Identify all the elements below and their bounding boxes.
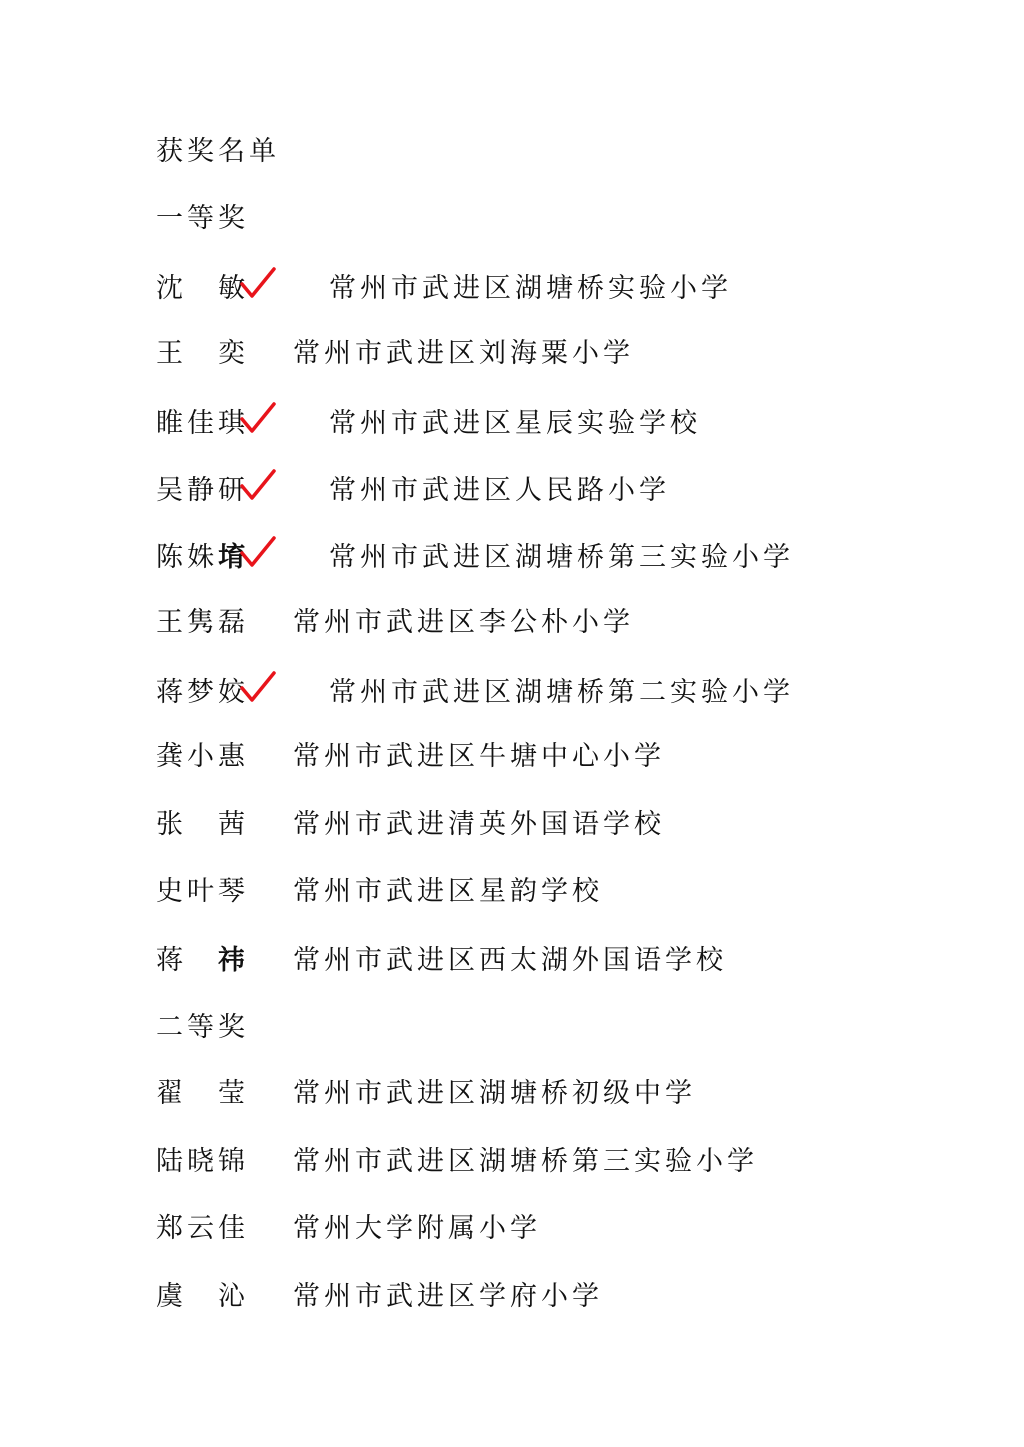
entry-school: 常州市武进区星韵学校 — [293, 876, 603, 907]
check-mark-icon — [240, 266, 276, 300]
entry-school: 常州市武进区西太湖外国语学校 — [293, 945, 727, 976]
entry-name: 王 奕 — [156, 338, 249, 369]
entry-name-suffix: 堉 — [218, 542, 249, 573]
entry-school: 常州市武进区湖塘桥第二实验小学 — [329, 677, 794, 708]
check-mark-icon — [240, 670, 276, 704]
entry-name: 郑云佳 — [156, 1213, 249, 1244]
entry-school: 常州市武进区人民路小学 — [329, 475, 670, 506]
entry-name — [156, 944, 249, 978]
page-title: 获奖名单 — [156, 136, 280, 167]
entry-school: 常州市武进清英外国语学校 — [293, 809, 665, 840]
entry-name: 虞 沁 — [156, 1281, 249, 1312]
entry-name: 吴静研 — [156, 475, 249, 506]
entry-name-main: 蒋 — [156, 945, 218, 976]
entry-name: 张 茜 — [156, 809, 249, 840]
check-mark-icon — [240, 468, 276, 502]
entry-school: 常州大学附属小学 — [293, 1213, 541, 1244]
entry-name-suffix: 祎 — [218, 945, 249, 976]
entry-name: 龚小惠 — [156, 741, 249, 772]
entry-name: 史叶琴 — [156, 876, 249, 907]
entry-school: 常州市武进区湖塘桥实验小学 — [329, 273, 732, 304]
entry-school: 常州市武进区星辰实验学校 — [329, 408, 701, 439]
entry-name: 沈 敏 — [156, 273, 249, 304]
entry-school: 常州市武进区湖塘桥第三实验小学 — [329, 542, 794, 573]
entry-school: 常州市武进区刘海粟小学 — [293, 338, 634, 369]
check-mark-icon — [240, 401, 276, 435]
entry-name: 翟 莹 — [156, 1078, 249, 1109]
entry-name: 陆晓锦 — [156, 1146, 249, 1177]
entry-school: 常州市武进区学府小学 — [293, 1281, 603, 1312]
entry-name — [156, 541, 249, 575]
entry-name: 王隽磊 — [156, 607, 249, 638]
entry-name-main: 陈姝 — [156, 542, 218, 573]
second-prize-heading: 二等奖 — [156, 1012, 249, 1043]
check-mark-icon — [240, 535, 276, 569]
entry-school: 常州市武进区牛塘中心小学 — [293, 741, 665, 772]
first-prize-heading: 一等奖 — [156, 203, 249, 234]
entry-school: 常州市武进区李公朴小学 — [293, 607, 634, 638]
entry-name: 蒋梦姣 — [156, 677, 249, 708]
entry-name: 睢佳琪 — [156, 408, 249, 439]
entry-school: 常州市武进区湖塘桥第三实验小学 — [293, 1146, 758, 1177]
entry-school: 常州市武进区湖塘桥初级中学 — [293, 1078, 696, 1109]
